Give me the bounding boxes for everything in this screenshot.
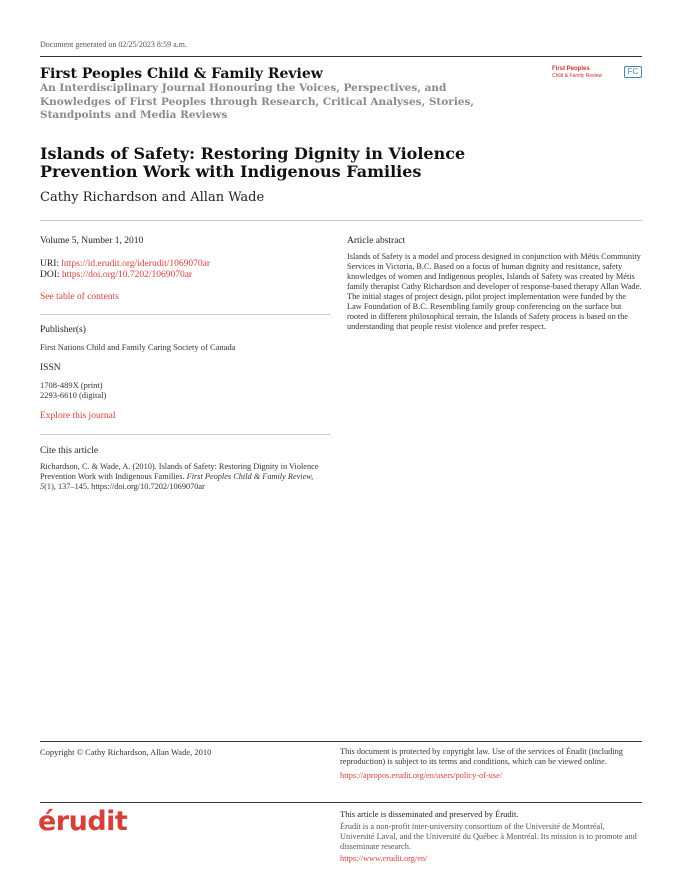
explore-divider (40, 434, 330, 435)
citation-part-1: Richardson, C. & Wade, A. (2010). Islands of Safety: Restoring Dignity in Violence Prevention Work with Indigenous Families. (40, 462, 319, 481)
toc-line (40, 292, 119, 303)
citation-part-2: (1), 137–145. https://doi.org/10.7202/1069070ar (44, 482, 205, 491)
dissemination-title: This article is disseminated and preserved by Érudit. (340, 809, 519, 819)
generated-date: Document generated on 02/25/2023 8:59 a.m. (40, 40, 187, 49)
erudit-logo: érudit (38, 806, 128, 837)
toc-link[interactable]: See table of contents (40, 292, 119, 302)
issn-heading: ISSN (40, 363, 61, 373)
journal-logo-icon: FC (624, 66, 642, 78)
journal-title: First Peoples Child & Family Review (40, 66, 323, 82)
doi-link[interactable]: https://doi.org/10.7202/1069070ar (61, 270, 193, 280)
volume-info: Volume 5, Number 1, 2010 (40, 236, 144, 246)
law-text: This document is protected by copyright law. Use of the services of Érudit (including reproduction) is subject to its terms and conditions, which can be viewed online. (340, 747, 623, 766)
citation-text (40, 462, 328, 492)
issn-print: 1708-489X (print) (40, 380, 103, 390)
article-title: Islands of Safety: Restoring Dignity in Violence Prevention Work with Indigenous Families (40, 144, 466, 181)
issn-digital: 2293-6610 (digital) (40, 390, 107, 400)
publisher-name: First Nations Child and Family Caring Society of Canada (40, 342, 236, 352)
cite-heading: Cite this article (40, 446, 99, 456)
explore-line (40, 411, 115, 422)
uri-line (40, 259, 210, 270)
copyright-text: Copyright © Cathy Richardson, Allan Wade, 2010 (40, 747, 212, 757)
footer-divider (40, 741, 642, 742)
journal-logo-line2: Child & Family Review (552, 73, 603, 79)
abstract-text: Islands of Safety is a model and process designed in conjunction with Métis Community Services in Victoria, B.C. Based on a focus of human dignity and resistance, safety knowledges of women and Indigenous peoples, Islands of Safety was created by Métis family therapist Cathy Richardson and developer of response-based therapy Allan Wade. The initial stages of project design, pilot project implementation were funded by the Law Foundation of B.C. Resembling family group conferencing on the surface but rooted in different philosophical terrain, the Islands of Safety process is based on the understanding that people resist violence and prefer respect. (347, 252, 642, 331)
dissemination-info (340, 822, 640, 864)
uri-label: URI: (40, 259, 62, 269)
dissemination-text: Érudit is a non-profit inter-university consortium of the Université de Montréal, Université Laval, and the Université du Québec à Montréal. Its mission is to promote and disseminate research. (340, 822, 637, 851)
header-divider (40, 56, 642, 57)
erudit-link[interactable]: https://www.erudit.org/en/ (340, 854, 428, 863)
article-authors: Cathy Richardson and Allan Wade (40, 190, 265, 205)
abstract-heading: Article abstract (347, 236, 406, 246)
publisher-heading: Publisher(s) (40, 325, 86, 335)
policy-link[interactable]: https://apropos.erudit.org/en/users/policy-of-use/ (340, 771, 503, 780)
journal-logo-line1: First Peoples (552, 66, 590, 72)
doi-label: DOI: (40, 270, 62, 280)
citation-journal: First Peoples Child & Family Review, 5 (40, 472, 314, 491)
title-divider (40, 220, 642, 221)
copyright-law-notice (340, 747, 640, 781)
journal-logo (552, 66, 642, 82)
uri-link[interactable]: https://id.erudit.org/iderudit/1069070ar (61, 259, 211, 269)
explore-journal-link[interactable]: Explore this journal (40, 411, 116, 421)
journal-subtitle: An Interdisciplinary Journal Honouring the Voices, Perspectives, and Knowledges of First Peoples through Research, Critical Analyses, Stories, Standpoints and Media Reviews (40, 82, 475, 121)
footer-divider-2 (40, 802, 642, 803)
doi-line (40, 270, 192, 281)
toc-divider (40, 314, 330, 315)
